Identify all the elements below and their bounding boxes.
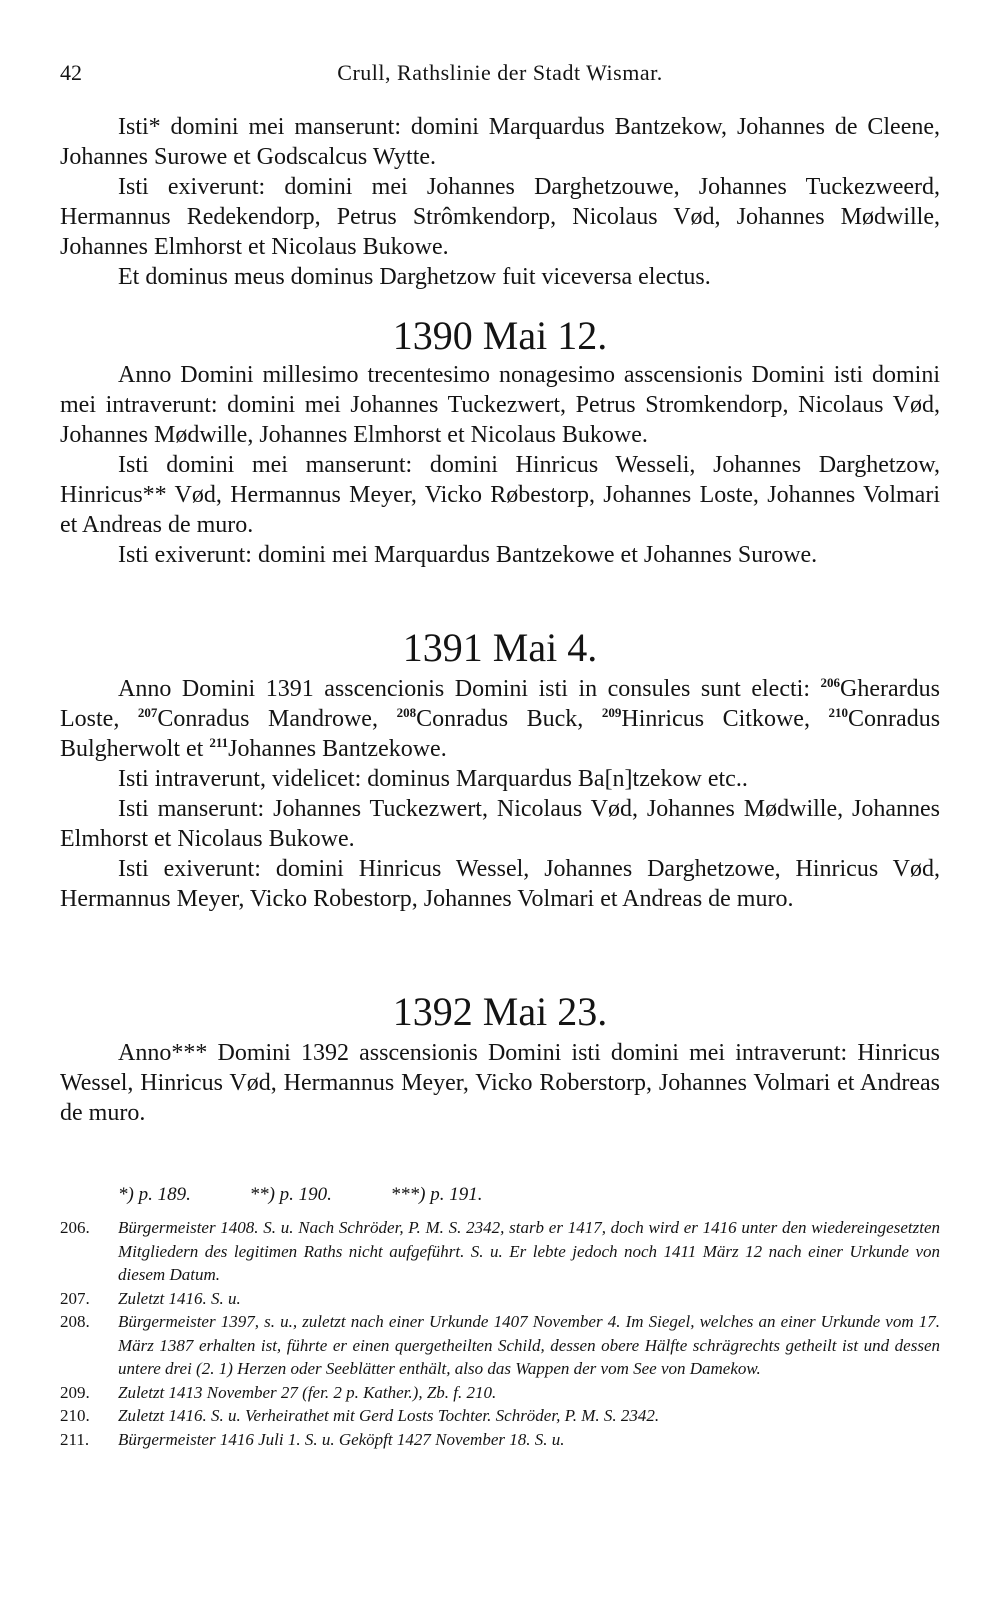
elected-name-207: Conradus Mandrowe, <box>157 706 378 732</box>
footnote-references <box>118 1184 938 1206</box>
running-header <box>60 60 940 90</box>
heading-1390: 1390 Mai 12. <box>392 313 608 358</box>
section-1390-paragraph-1: Anno Domini millesimo trecentesimo nonagesimo asscensionis Domini isti domini mei intraverunt: domini mei Johannes Tuckezwert, Petrus Stromkendorp, Nicolaus Vød, Johannes Mødwille, Johannes Elmhorst et Nicolaus Bukowe. <box>60 362 940 448</box>
note-number: 207. <box>60 1288 90 1308</box>
intro-paragraph-2: Isti exiverunt: domini mei Johannes Darghetzouwe, Johannes Tuckezweerd, Hermannus Redekendorp, Petrus Strômkendorp, Nicolaus Vød, Johannes Mødwille, Johannes Elmhorst et Nicolaus Bukowe. <box>60 174 940 260</box>
heading-1391: 1391 Mai 4. <box>402 625 598 670</box>
note-207 <box>60 1287 940 1311</box>
note-208 <box>60 1310 940 1381</box>
note-209 <box>60 1381 940 1405</box>
running-title: Crull, Rathslinie der Stadt Wismar. <box>337 60 663 85</box>
note-number: 210. <box>60 1406 90 1425</box>
section-1391-paragraph-2: Isti intraverunt, videlicet: dominus Marquardus Ba[n]tzekow etc.. <box>118 766 748 792</box>
note-ref-206: 206 <box>820 675 841 690</box>
section-1391-block <box>60 674 940 914</box>
note-number: 208. <box>60 1312 90 1331</box>
note-text: Zuletzt 1416. S. u. Verheirathet mit Gerd Losts Tochter. Schröder, P. M. S. 2342. <box>118 1406 660 1425</box>
section-1391-paragraph-4: Isti exiverunt: domini Hinricus Wessel, Johannes Darghetzowe, Hinricus Vød, Hermannus Meyer, Vicko Robestorp, Johannes Volmari et Andreas de muro. <box>60 856 940 912</box>
note-number: 211. <box>60 1429 90 1449</box>
note-ref-210: 210 <box>828 705 849 720</box>
note-ref-209: 209 <box>601 705 622 720</box>
section-1390-paragraph-3: Isti exiverunt: domini mei Marquardus Bantzekowe et Johannes Surowe. <box>118 542 818 568</box>
note-211 <box>60 1428 940 1452</box>
intro-paragraph-1: Isti* domini mei manserunt: domini Marquardus Bantzekow, Johannes de Cleene, Johannes Surowe et Godscalcus Wytte. <box>60 114 940 170</box>
intro-paragraph-3: Et dominus meus dominus Darghetzow fuit viceversa electus. <box>118 264 711 290</box>
note-ref-207: 207 <box>137 705 158 720</box>
note-text: Bürgermeister 1408. S. u. Nach Schröder, P. M. S. 2342, starb er 1417, doch wird er 1416 unter den wiedereingesetzten Mitgliedern des legitimen Raths nicht aufgeführt. S. u. Er lebte jedoch noch 1411 März 12 nach einer Urkunde von diesem Datum. <box>118 1218 940 1284</box>
notes-block <box>60 1216 940 1451</box>
page-number: 42 <box>60 60 82 85</box>
note-ref-208: 208 <box>396 705 417 720</box>
note-text: Zuletzt 1413 November 27 (fer. 2 p. Kather.), Zb. f. 210. <box>118 1382 497 1402</box>
section-1391-paragraph-3: Isti manserunt: Johannes Tuckezwert, Nicolaus Vød, Johannes Mødwille, Johannes Elmhorst et Nicolaus Bukowe. <box>60 796 940 852</box>
note-number: 209. <box>60 1382 90 1402</box>
section-1391-paragraph-1 <box>60 674 940 764</box>
elected-name-208: Conradus Buck, <box>416 706 584 732</box>
note-number: 206. <box>60 1218 90 1237</box>
footnote-ref-3: ***) p. 191. <box>390 1184 483 1205</box>
section-1392-paragraph-1: Anno*** Domini 1392 asscensionis Domini isti domini mei intraverunt: Hinricus Wessel, Hinricus Vød, Hermannus Meyer, Vicko Roberstorp, Johannes Volmari et Andreas de muro. <box>60 1040 940 1126</box>
note-text: Zuletzt 1416. S. u. <box>118 1288 241 1308</box>
section-1390-paragraph-2: Isti domini mei manserunt: domini Hinricus Wesseli, Johannes Darghetzow, Hinricus** Vød, Hermannus Meyer, Vicko Røbestorp, Johannes Loste, Johannes Volmari et Andreas de muro. <box>60 452 940 538</box>
elected-name-209: Hinricus Citkowe, <box>621 706 810 732</box>
footnote-ref-2: **) p. 190. <box>249 1184 332 1205</box>
intro-block <box>60 112 940 292</box>
note-text: Bürgermeister 1397, s. u., zuletzt nach einer Urkunde 1407 November 4. Im Siegel, welches an einer Urkunde vom 17. März 1387 erhalten ist, führte er einen quergetheilten Schild, dessen obere Hälfte schrägrechts getheilt ist und dessen untere drei (2. 1) Herzen oder Seeblätter enthält, also das Wappen der vom See von Damekow. <box>118 1312 940 1378</box>
heading-1392: 1392 Mai 23. <box>392 989 608 1034</box>
elected-name-210: Conradus Bulgherwolt et <box>60 706 941 762</box>
elected-name-211: Johannes Bantzekowe. <box>228 736 447 762</box>
elected-name-206: Gherardus Loste, <box>60 676 940 732</box>
note-ref-211: 211 <box>209 735 229 750</box>
footnote-ref-1: *) p. 189. <box>118 1184 191 1205</box>
section-1390-block <box>60 360 940 570</box>
section-1391-lead: Anno Domini 1391 asscencionis Domini isti in consules sunt electi: <box>118 676 810 702</box>
section-1392-block <box>60 1038 940 1128</box>
note-210 <box>60 1404 940 1428</box>
note-206 <box>60 1216 940 1287</box>
note-text: Bürgermeister 1416 Juli 1. S. u. Geköpft 1427 November 18. S. u. <box>118 1429 565 1449</box>
